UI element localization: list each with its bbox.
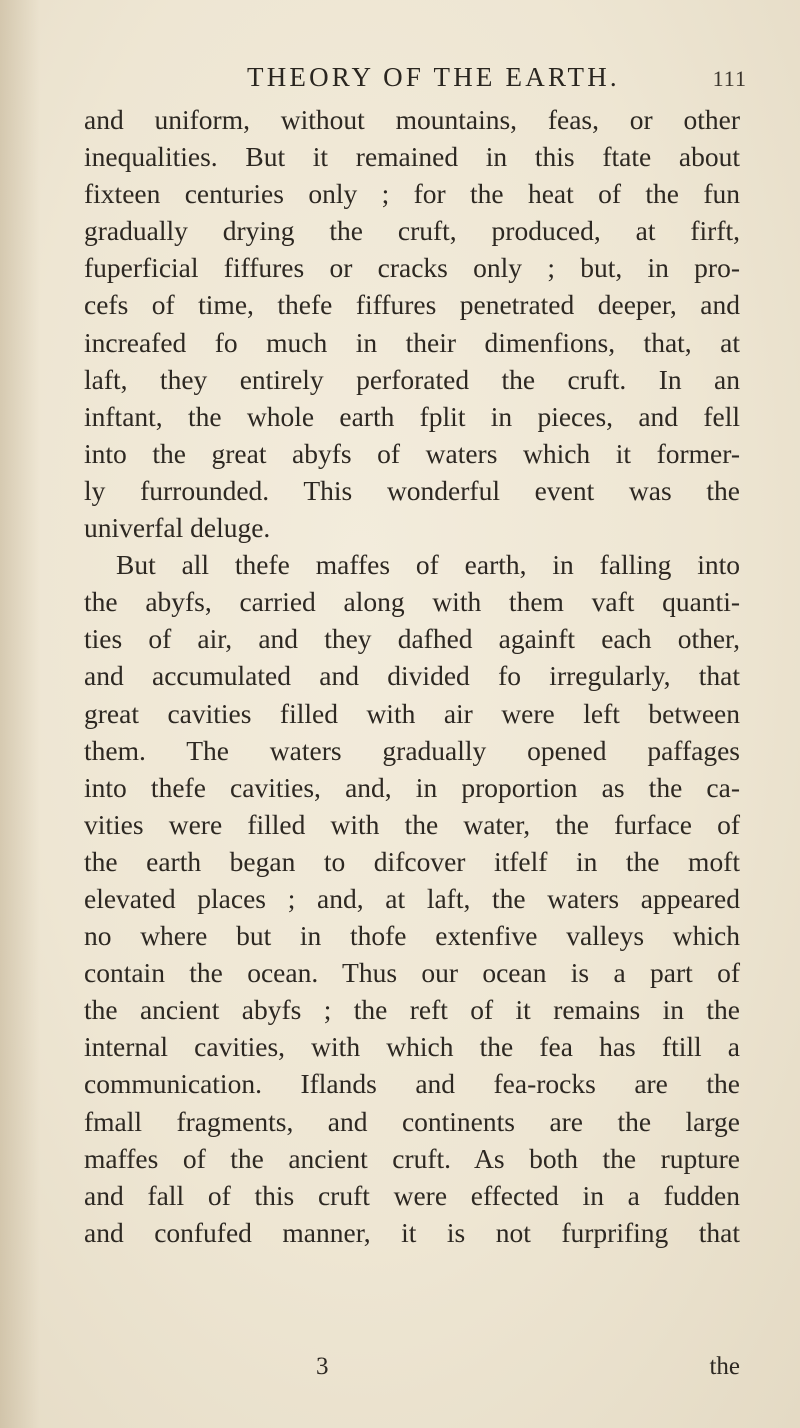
text-line: and confufed manner, it is not furprifing that: [84, 1216, 740, 1248]
text-line: the abyfs, carried along with them vaft quanti-: [84, 586, 740, 618]
page-header: [247, 62, 747, 98]
text-line: great cavities filled with air were left between: [84, 697, 740, 729]
text-line: inftant, the whole earth fplit in pieces, and fell: [84, 400, 740, 432]
text-line: the earth began to difcover itfelf in the moft: [84, 845, 740, 877]
text-line: into the great abyfs of waters which it former-: [84, 437, 740, 469]
text-line: gradually drying the cruft, produced, at firft,: [84, 215, 740, 247]
text-line: inequalities. But it remained in this ftate about: [84, 141, 740, 173]
paragraph-end-line: univerfal deluge.: [84, 512, 271, 544]
text-line: internal cavities, with which the fea has ftill a: [84, 1031, 740, 1063]
catchword: the: [709, 1353, 740, 1380]
page-number: 111: [712, 66, 747, 91]
text-line: no where but in thofe extenfive valleys which: [84, 920, 740, 952]
text-line: maffes of the ancient cruft. As both the rupture: [84, 1142, 740, 1174]
paragraph-start-line: But all thefe maffes of earth, in falling into: [116, 549, 740, 581]
gutter-shadow: [0, 0, 40, 1428]
text-line: laft, they entirely perforated the cruft. In an: [84, 363, 740, 395]
text-line: into thefe cavities, and, in proportion as the ca-: [84, 771, 740, 803]
text-line: elevated places ; and, at laft, the waters appeared: [84, 882, 740, 914]
text-line: fuperficial fiffures or cracks only ; but, in pro-: [84, 252, 740, 284]
text-line: fmall fragments, and continents are the large: [84, 1105, 740, 1137]
text-line: contain the ocean. Thus our ocean is a part of: [84, 957, 740, 989]
text-line: and accumulated and divided fo irregularly, that: [84, 660, 740, 692]
text-line: and uniform, without mountains, feas, or other: [84, 104, 740, 135]
text-line: ties of air, and they dafhed againft each other,: [84, 623, 740, 655]
text-line: the ancient abyfs ; the reft of it remains in the: [84, 994, 740, 1026]
body-text: [84, 101, 740, 1251]
text-line: vities were filled with the water, the furface of: [84, 808, 740, 840]
text-line: communication. Iflands and fea-rocks are the: [84, 1068, 740, 1100]
text-line: and fall of this cruft were effected in a fudden: [84, 1179, 740, 1211]
text-line: ly furrounded. This wonderful event was the: [84, 474, 740, 506]
text-line: fixteen centuries only ; for the heat of the fun: [84, 178, 740, 210]
text-line: increafed fo much in their dimenfions, that, at: [84, 326, 740, 358]
running-head: THEORY OF THE EARTH.: [247, 62, 620, 92]
text-line: them. The waters gradually opened paffages: [84, 734, 740, 766]
page-footer: [84, 1353, 740, 1389]
signature-mark: 3: [316, 1353, 329, 1380]
text-line: cefs of time, thefe fiffures penetrated deeper, and: [84, 289, 740, 321]
